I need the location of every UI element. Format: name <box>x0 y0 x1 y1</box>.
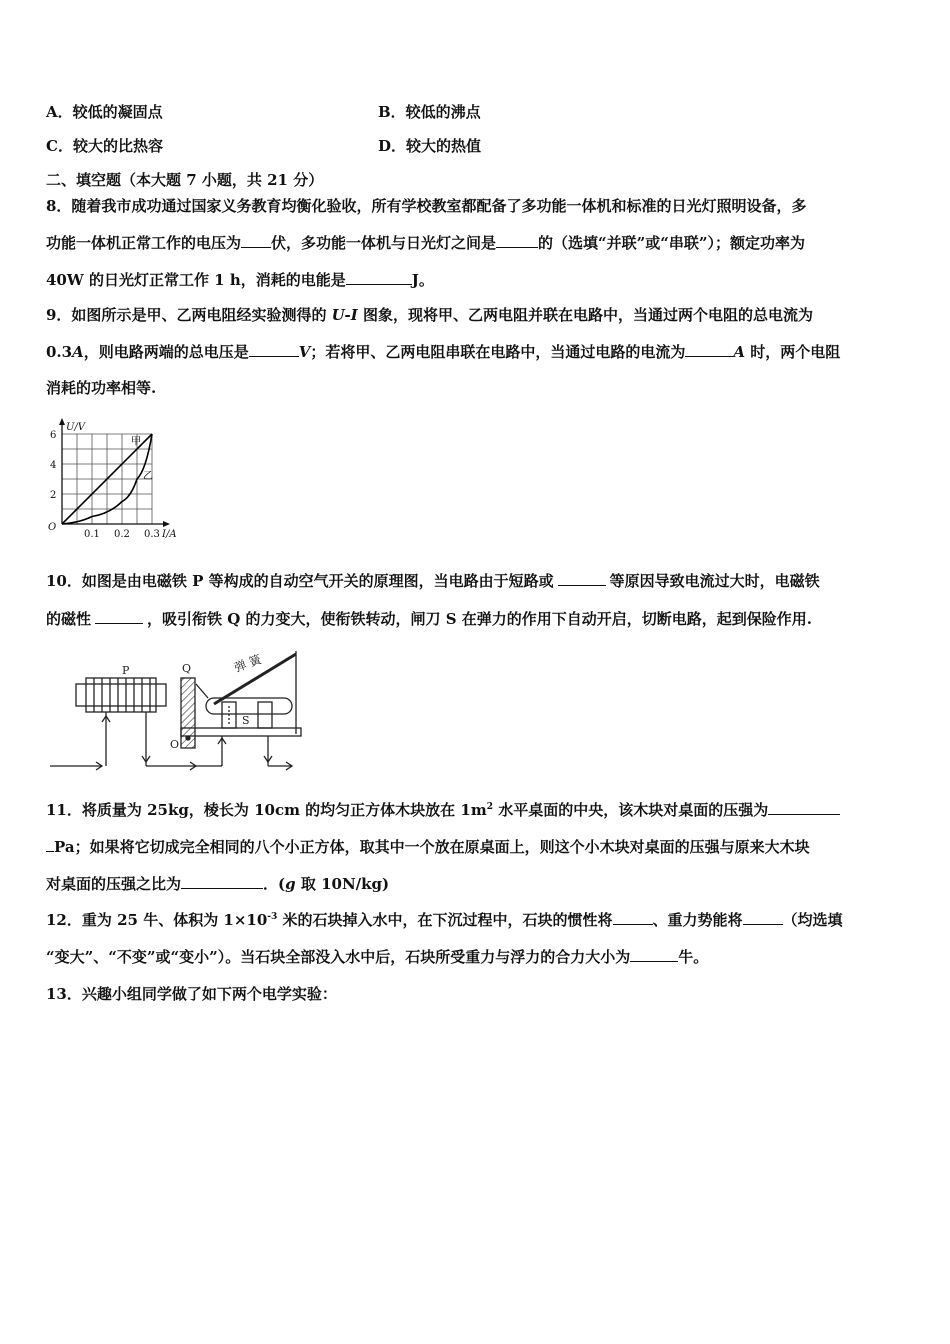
option-a: A．较低的凝固点 <box>46 103 163 121</box>
q9-line3: 消耗的功率相等. <box>46 379 157 397</box>
y-axis-label: U/V <box>66 422 86 433</box>
q9-line2: 0.3A，则电路两端的总电压是 V；若将甲、乙两电阻串联在电路中，当通过电路的电流为 A 时，两个电阻 <box>46 343 841 361</box>
option-c: C．较大的比热容 <box>46 137 163 155</box>
q8-blank-energy[interactable] <box>346 270 412 285</box>
q11-blank-ratio[interactable] <box>181 874 263 889</box>
label-spring: 弹 簧 <box>232 652 264 675</box>
y-tick-label: 6 <box>50 430 57 441</box>
ui-graph <box>44 410 204 540</box>
chart-labels <box>48 422 177 540</box>
q8-blank-connection[interactable] <box>496 233 538 248</box>
series-label: 乙 <box>143 471 153 482</box>
y-tick-label: 4 <box>50 460 57 471</box>
q11-line1: 11．将质量为 25kg，棱长为 10cm 的均匀正方体木块放在 $1m^2$ 水平桌面的中央，该木块对桌面的压强为 <box>46 800 840 820</box>
label-s: S <box>242 714 250 727</box>
label-o: O <box>170 738 180 751</box>
q10-blank-cause[interactable] <box>558 571 606 586</box>
q11-blank-pressure[interactable] <box>768 800 840 815</box>
q10-line2: 的磁性 ，吸引衔铁 Q 的力变大，使衔铁转动，闸刀 S 在弹力的作用下自动开启，切断电路，起到保险作用. <box>46 610 813 628</box>
q9-blank-current[interactable] <box>685 342 733 357</box>
q8-blank-voltage[interactable] <box>241 233 271 248</box>
q10-line1: 10．如图是由电磁铁 P 等构成的自动空气开关的原理图，当电路由于短路或 等原因导致电流过大时，电磁铁 <box>46 572 820 590</box>
q13-line1: 13．兴趣小组同学做了如下两个电学实验： <box>46 985 337 1003</box>
option-b: B．较低的沸点 <box>378 103 481 121</box>
q12-line2: “变大”、“不变”或“变小”）。当石块全部没入水中后，石块所受重力与浮力的合力大小为 牛。 <box>46 948 709 966</box>
section-heading: 二、填空题（本大题 7 小题，共 21 分） <box>46 171 324 189</box>
q11-line3: 对桌面的压强之比为 ．(g 取 10N/kg) <box>46 875 390 893</box>
q12-blank-inertia[interactable] <box>613 910 653 925</box>
origin-label: O <box>48 522 57 533</box>
y-tick-label: 2 <box>50 490 57 501</box>
q12-blank-potential[interactable] <box>743 910 783 925</box>
electromagnet-p <box>76 678 166 712</box>
x-axis-arrow <box>163 521 170 527</box>
x-tick-label: 0.3 <box>144 529 160 540</box>
y-axis-arrow <box>59 418 65 425</box>
q9-line1: 9．如图所示是甲、乙两电阻经实验测得的 U-I 图象，现将甲、乙两电阻并联在电路中，当通过两个电阻的总电流为 <box>46 306 813 324</box>
q8-line1: 8．随着我市成功通过国家义务教育均衡化验收，所有学校教室都配备了多功能一体机和标准的日光灯照明设备，多 <box>46 197 807 215</box>
option-d: D．较大的热值 <box>378 137 482 155</box>
x-tick-label: 0.2 <box>114 529 130 540</box>
q12-line1: 12．重为 25 牛、体积为 $1\times 10^{-3}$ 米的石块掉入水中，在下沉过程中，石块的惯性将 、重力势能将 （均选填 <box>46 911 843 929</box>
q8-line2: 功能一体机正常工作的电压为 伏，多功能一体机与日光灯之间是 的（选填“并联”或“串联”）；额定功率为 <box>46 234 806 252</box>
x-axis-label: I/A <box>162 529 177 540</box>
label-q: Q <box>182 662 192 675</box>
q8-line3: 40W 的日光灯正常工作 1 h，消耗的电能是 J。 <box>46 271 434 289</box>
q11-line2: Pa；如果将它切成完全相同的八个小正方体，取其中一个放在原桌面上，则这个小木块对桌面的压强与原来大木块 <box>46 837 810 857</box>
circuit-breaker-diagram <box>46 646 306 771</box>
q11-blank-pressure-cont[interactable] <box>46 837 54 852</box>
x-tick-label: 0.1 <box>84 529 100 540</box>
label-p: P <box>122 664 130 677</box>
q9-blank-voltage[interactable] <box>249 342 299 357</box>
q10-blank-magnetism[interactable] <box>95 609 143 624</box>
series-label: 甲 <box>131 436 141 448</box>
q12-blank-net-force[interactable] <box>630 947 678 962</box>
